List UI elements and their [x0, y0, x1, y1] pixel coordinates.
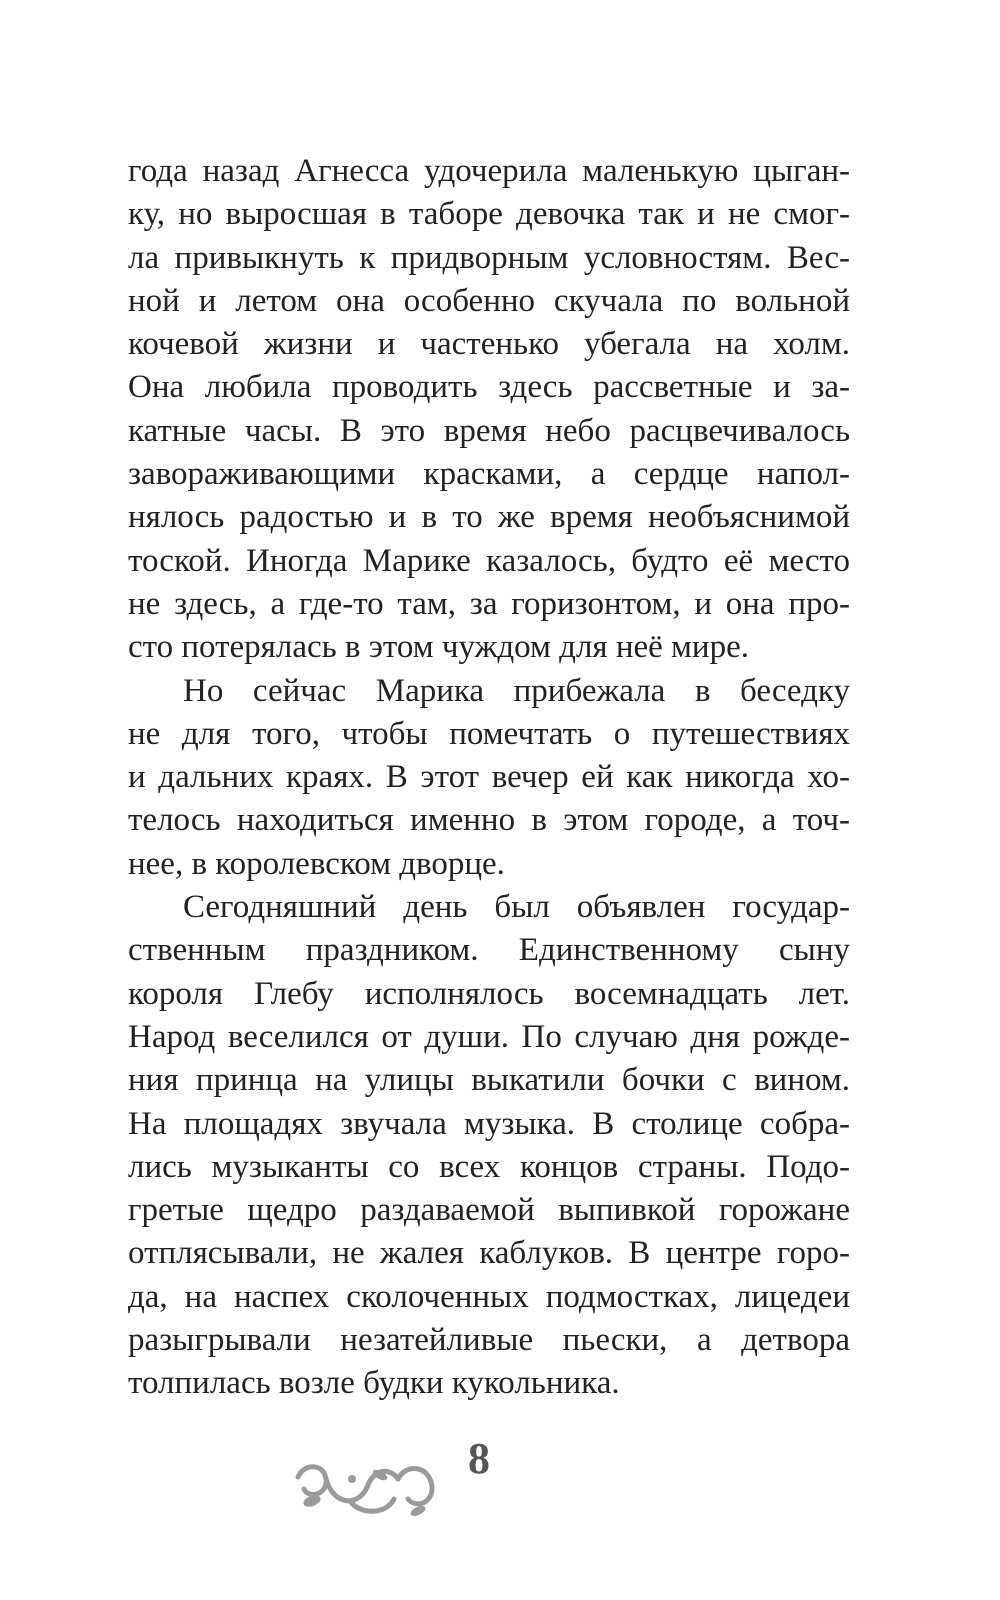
text-line: да, на наспех сколоченных подмостках, лицедеи — [128, 1278, 850, 1315]
text-line: катные часы. В это время небо расцвечивалось — [128, 412, 850, 449]
page-number: 8 — [468, 1434, 490, 1483]
text-line: разыгрывали незатейливые пьески, а детвора — [128, 1322, 850, 1359]
text-line: кочевой жизни и частенько убегала на холм. — [128, 326, 850, 363]
text-line: Сегодняшний день был объявлен государ- — [183, 889, 850, 926]
text-line: Она любила проводить здесь рассветные и за- — [128, 369, 850, 406]
text-line: нялось радостью и в то же время необъяснимой — [128, 499, 850, 536]
paragraph-1 — [128, 150, 850, 670]
text-line: сто потерялась в этом чуждом для неё мире. — [128, 629, 749, 666]
text-line: тоской. Иногда Марике казалось, будто её место — [128, 542, 850, 579]
text-line: лись музыканты со всех концов страны. Подо- — [128, 1148, 850, 1185]
text-line: толпилась возле будки кукольника. — [128, 1365, 620, 1402]
text-line: года назад Агнесса удочерила маленькую цыган- — [128, 153, 850, 189]
paragraph-3 — [128, 886, 850, 1406]
text-line: отплясывали, не жалея каблуков. В центре горо- — [128, 1235, 850, 1272]
text-line: не здесь, а где-то там, за горизонтом, и она про- — [128, 585, 850, 622]
text-line: не для того, чтобы помечтать о путешествиях — [128, 715, 850, 752]
page-footer — [0, 1425, 1000, 1545]
text-line: телось находиться именно в этом городе, а точ- — [128, 802, 850, 839]
text-line: нее, в королевском дворце. — [128, 845, 505, 882]
text-line: На площадях звучала музыка. В столице собра- — [128, 1105, 850, 1142]
page-body — [128, 150, 850, 1406]
text-line: ку, но выросшая в таборе девочка так и не смог- — [128, 196, 850, 233]
floral-ornament-icon — [290, 1455, 440, 1525]
text-line: ной и летом она особенно скучала по вольной — [128, 282, 850, 319]
text-line: гретые щедро раздаваемой выпивкой горожане — [128, 1192, 850, 1229]
text-line: ния принца на улицы выкатили бочки с вином. — [128, 1062, 850, 1099]
text-line: Народ веселился от души. По случаю дня рожде- — [128, 1018, 850, 1055]
paragraph-2 — [128, 670, 850, 886]
text-line: завораживающими красками, а сердце напол- — [128, 456, 850, 493]
text-line: и дальних краях. В этот вечер ей как никогда хо- — [128, 759, 850, 796]
text-line: короля Глебу исполнялось восемнадцать лет. — [128, 975, 850, 1012]
text-line: ственным праздником. Единственному сыну — [128, 932, 850, 969]
text-line: ла привыкнуть к придворным условностям. Вес- — [128, 239, 850, 276]
text-line: Но сейчас Марика прибежала в беседку — [183, 672, 850, 709]
